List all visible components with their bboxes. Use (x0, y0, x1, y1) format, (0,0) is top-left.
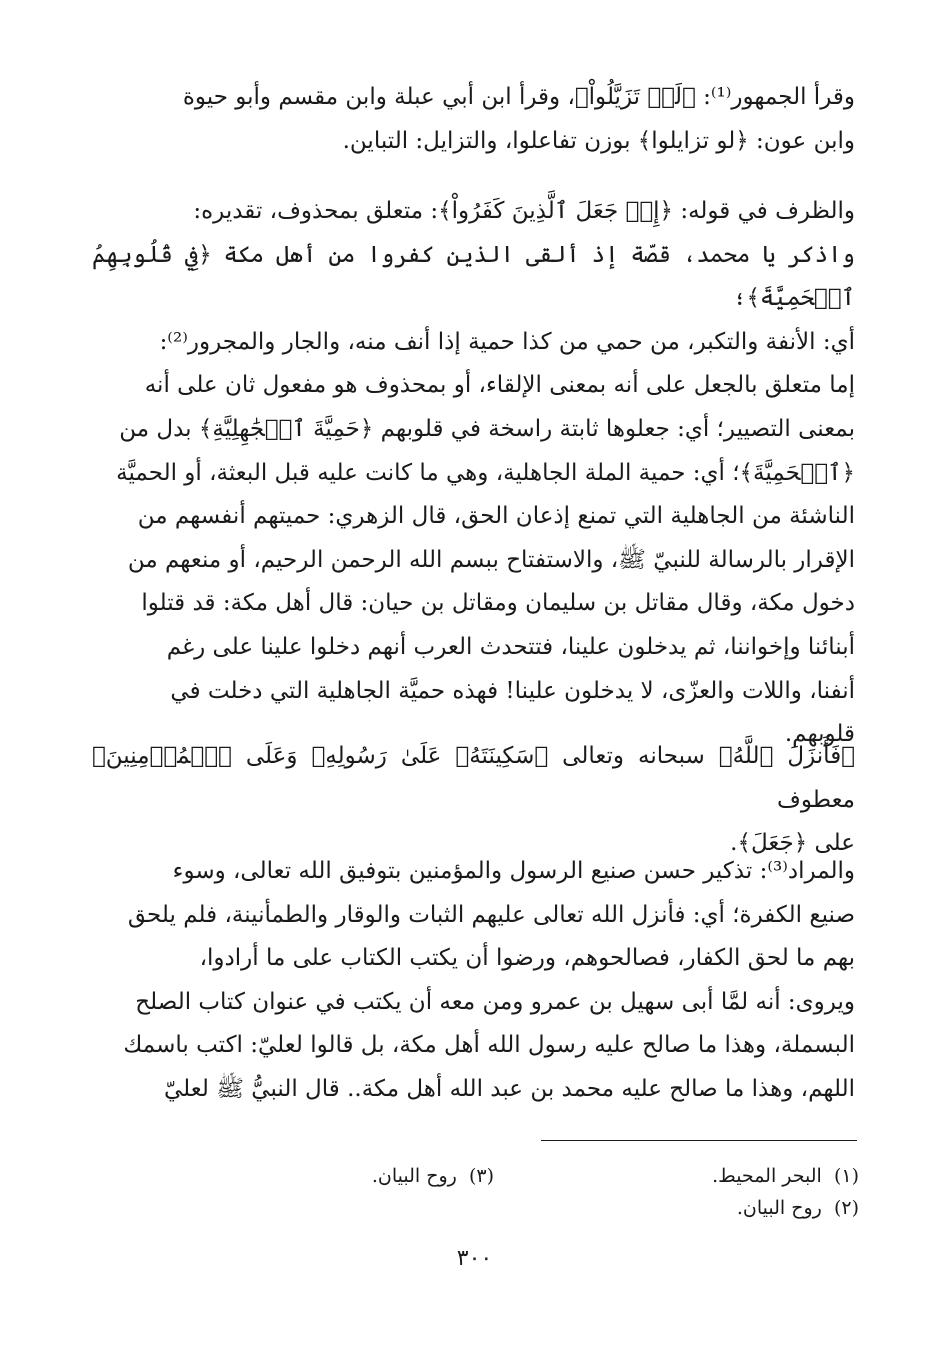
paragraph-line: ﴿ٱلۡحَمِيَّةَ﴾؛ أي: حمية الملة الجاهلية، وهي ما كانت عليه قبل البعثة، أو الحميَّة (116, 459, 855, 486)
paragraph-3 (92, 735, 855, 866)
paragraph-line: اللهم، وهذا ما صالح عليه محمد بن عبد الله أهل مكة.. قال النبيُّ ﷺ لعليّ (164, 1075, 855, 1102)
page-number: ٣٠٠ (456, 1246, 493, 1271)
paragraph-line: وابن عون: ﴿لو تزايلوا﴾ بوزن تفاعلوا، والتزايل: التباين. (342, 127, 855, 154)
footnote-number: (١) (833, 1165, 859, 1187)
paragraph-line: دخول مكة، وقال مقاتل بن سليمان ومقاتل بن حيان: قال أهل مكة: قد قتلوا (141, 590, 855, 617)
paragraph-line: بهم ما لحق الكفار، فصالحوهم، ورضوا أن يكتب الكتاب على ما أرادوا، (199, 945, 855, 972)
footnote-number: (٢) (833, 1197, 859, 1219)
footnote-2 (737, 1193, 859, 1223)
paragraph-line: الإقرار بالرسالة للنبيّ ﷺ، والاستفتاح ببسم الله الرحمن الرحيم، أو منعهم من (127, 546, 855, 573)
paragraph-line: صنيع الكفرة؛ أي: فأنزل الله تعالى عليهم الثبات والوقار والطمأنينة، فلم يلحق (127, 901, 855, 928)
paragraph-2 (92, 190, 855, 757)
paragraph-line: على ﴿جَعَلَ﴾. (730, 830, 855, 857)
paragraph-line: ﴿فَأَنزَلَ ٱللَّهُ﴾ سبحانه وتعالى ﴿سَكِينَتَهُۥ عَلَىٰ رَسُولِهِۦ وَعَلَى ٱلۡمُؤۡمِنِينَ﴾ معطوف (92, 743, 855, 813)
paragraph-1 (92, 76, 855, 163)
paragraph-line: واذكر يا محمد، قصّة إذ ألقى الذين كفروا من أهل مكة ﴿فِي قُلُوبِهِمُ ٱلۡحَمِيَّةَ﴾؛ (92, 241, 855, 312)
footnote-3 (372, 1161, 494, 1191)
paragraph-line: ويروى: أنه لمَّا أبى سهيل بن عمرو ومن معه أن يكتب في عنوان كتاب الصلح (135, 988, 855, 1015)
paragraph-line: إما متعلق بالجعل على أنه بمعنى الإلقاء، أو بمحذوف هو مفعول ثان على أنه (144, 372, 855, 399)
footnote-number: (٣) (468, 1165, 494, 1187)
footnote-1 (712, 1161, 859, 1191)
footnote-text: البحر المحيط. (712, 1165, 822, 1187)
paragraph-line: والمراد⁽³⁾: تذكير حسن صنيع الرسول والمؤمنين بتوفيق الله تعالى، وسوء (172, 858, 855, 884)
paragraph-line: بمعنى التصيير؛ أي: جعلوها ثابتة راسخة في قلوبهم ﴿حَمِيَّةَ ٱلۡجَٰهِلِيَّةِ﴾ بدل من (119, 415, 855, 442)
paragraph-line: الناشئة من الجاهلية التي تمنع إذعان الحق، قال الزهري: حميتهم أنفسهم من (137, 503, 855, 530)
paragraph-line: أبنائنا وإخواننا، ثم يدخلون علينا، فتتحدث العرب أنهم دخلوا علينا على رغم (166, 633, 855, 660)
footnote-text: روح البيان. (736, 1197, 822, 1219)
paragraph-4 (92, 850, 855, 1112)
paragraph-line: وقرأ الجمهور⁽¹⁾: ﴿لَوۡ تَزَيَّلُواْ﴾، وقرأ ابن أبي عبلة وابن مقسم وأبو حيوة (182, 84, 855, 110)
footnote-text: روح البيان. (371, 1165, 457, 1187)
paragraph-line: قلوبهم. (784, 721, 855, 748)
paragraph-line: أنفنا، واللات والعزّى، لا يدخلون علينا! فهذه حميَّة الجاهلية التي دخلت في (170, 677, 855, 704)
footnote-separator (541, 1140, 857, 1141)
paragraph-line: والظرف في قوله: ﴿إِذۡ جَعَلَ ٱلَّذِينَ كَفَرُواْ﴾: متعلق بمحذوف، تقديره: (193, 198, 855, 224)
paragraph-line: أي: الأنفة والتكبر، من حمي من كذا حمية إذا أنف منه، والجار والمجرور⁽²⁾: (159, 328, 855, 355)
paragraph-line: البسملة، وهذا ما صالح عليه رسول الله أهل مكة، بل قالوا لعليّ: اكتب باسمك (123, 1032, 855, 1059)
